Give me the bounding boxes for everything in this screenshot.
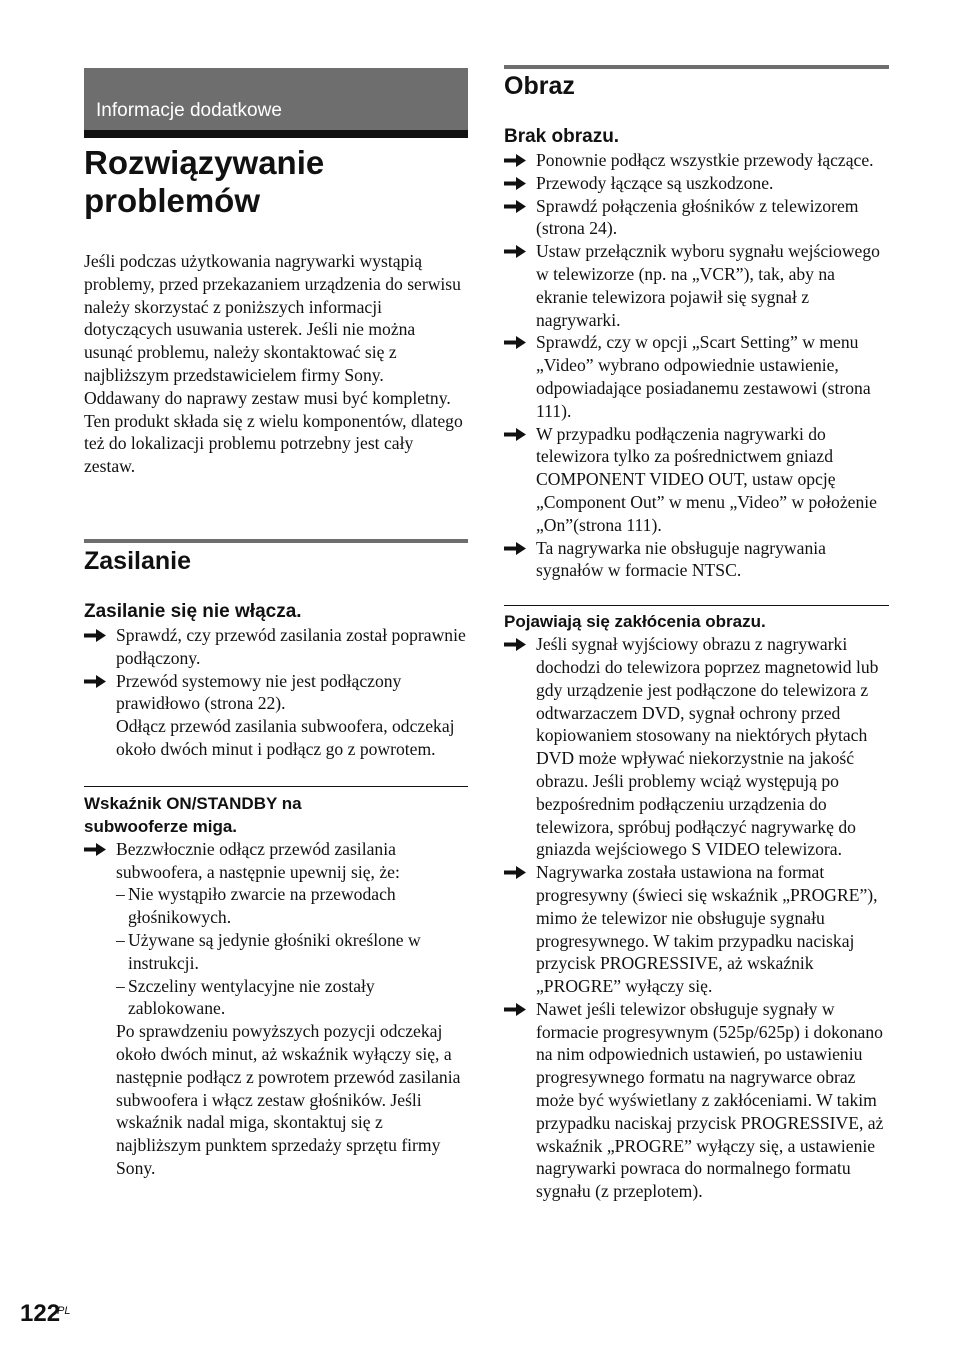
intro [84, 250, 468, 478]
problem-title-line2: subwooferze miga. [84, 816, 238, 836]
bullet-text: Ponownie podłącz wszystkie przewody łączące. [536, 150, 874, 170]
arrow-right-icon [504, 542, 526, 555]
arrow-right-icon [504, 866, 526, 879]
bullet-item [84, 624, 468, 670]
page-title [84, 144, 468, 220]
sub-list [84, 883, 468, 1179]
bullet-item [84, 670, 468, 716]
section-rule [84, 539, 468, 543]
section-rule [504, 65, 889, 69]
bullet-text: Odłącz przewód zasilania subwoofera, odczekaj około dwóch minut i podłącz go z powrotem. [116, 716, 455, 759]
problem-body [84, 624, 468, 761]
problem-body [84, 838, 468, 1180]
section-obraz [504, 65, 889, 1203]
problem-divider [504, 605, 889, 606]
arrow-right-icon [84, 675, 106, 688]
bullet-item [504, 537, 889, 583]
sub-item-text: Nie wystąpiło zwarcie na przewodach głośnikowych. [128, 884, 396, 928]
sub-item [116, 975, 468, 1021]
arrow-right-icon [504, 154, 526, 167]
bullet-continuation: Po sprawdzeniu powyższych pozycji odczekaj około dwóch minut, aż wskaźnik wyłączy się, a następnie podłącz z powrotem przewód zasilania subwoofera i włącz zestaw głośników. Jeśli wskaźnik nadal miga, skontaktuj się z najbliższym punktem sprzedaży sprzętu firmy Sony. [116, 1021, 461, 1178]
bullet-text: Nawet jeśli telewizor obsługuje sygnały w formacie progresywnym (525p/625p) i dokonano na nim odpowiednich ustawień, po ustawieniu progresywnego formatu na nagrywarce obraz może być wyświetlany z zakłóceniami. W takim przypadku naciskaj przycisk PROGRESSIVE, aż wskaźnik „PROGRE” wyłączy się, a ustawienie nagrywarki powraca do normalnego formatu sygnału (z przeplotem). [536, 998, 884, 1202]
arrow-right-icon [504, 245, 526, 258]
arrow-right-icon [504, 638, 526, 651]
page-language-code: PL [57, 1305, 71, 1317]
page-title-line1: Rozwiązywanie [84, 144, 325, 181]
section-zasilanie [84, 539, 468, 1180]
intro-paragraph-3: Ten produkt składa się z wielu komponentów, dlatego też do lokalizacji problemu potrzebny jest cały zestaw. [84, 410, 463, 477]
bullet-item [504, 331, 889, 422]
bullet-item [504, 633, 889, 861]
bullet-item [504, 149, 889, 172]
sub-item [116, 929, 468, 975]
bullet-text: Jeśli sygnał wyjściowy obrazu z nagrywarki dochodzi do telewizora poprzez magnetowid lub gdy urządzenie jest podłączone do telewizora z odtwarzaczem DVD, sygnał ochrony przed kopiowaniem stosowany na niektórych płytach DVD może wpływać niekorzystnie na jakość obrazu. Jeśli problemy wciąż występują po bezpośrednim podłączeniu urządzenia do telewizora, spróbuj podłączyć nagrywarkę do gniazda wejściowego S VIDEO telewizora. [536, 634, 879, 860]
dash-marker: – [116, 929, 125, 950]
sub-item-text: Szczeliny wentylacyjne nie zostały zablokowane. [128, 975, 375, 1019]
bullet-item [504, 998, 889, 1203]
dash-marker: – [116, 975, 125, 996]
bullet-text: W przypadku podłączenia nagrywarki do telewizora tylko za pośrednictwem gniazd COMPONENT VIDEO OUT, ustaw opcję „Component Out” w menu „Video” w położenie „On”(strona 111). [536, 423, 877, 535]
bullet-text: Ta nagrywarka nie obsługuje nagrywania sygnałów w formacie NTSC. [536, 537, 826, 581]
problem-title: Zasilanie się nie włącza. [84, 601, 302, 622]
arrow-right-icon [504, 336, 526, 349]
bullet-item [504, 423, 889, 537]
problem-body [504, 149, 889, 582]
bullet-item [504, 195, 889, 241]
page-title-line2: problemów [84, 182, 261, 219]
section-heading-zasilanie: Zasilanie [84, 547, 191, 575]
bullet-text: Sprawdź, czy w opcji „Scart Setting” w menu „Video” wybrano odpowiednie ustawienie, odpowiadające posiadanemu zestawowi (strona 111). [536, 332, 871, 421]
section-heading-obraz: Obraz [504, 72, 575, 100]
page-number: 122 [20, 1300, 61, 1327]
bullet-text: Nagrywarka została ustawiona na format progresywny (świeci się wskaźnik „PROGRE”), mimo że telewizor nie obsługuje sygnału progresywnego. W takim przypadku naciskaj przycisk PROGRESSIVE, aż wskaźnik „PROGRE” wyłączy się. [536, 862, 878, 997]
bullet-text: Sprawdź, czy przewód zasilania został poprawnie podłączony. [116, 625, 466, 668]
arrow-right-icon [504, 177, 526, 190]
section-label: Informacje dodatkowe [96, 100, 282, 121]
bullet-text: Ustaw przełącznik wyboru sygnału wejściowego w telewizorze (np. na „VCR”), tak, aby na ekranie telewizora pojawił się sygnał z nagrywarki. [536, 241, 880, 330]
bullet-item [84, 838, 468, 884]
section-band-rule [84, 130, 468, 138]
bullet-text: Bezzwłocznie odłącz przewód zasilania subwoofera, a następnie upewnij się, że: [116, 838, 400, 882]
sub-item-text: Używane są jedynie głośniki określone w instrukcji. [128, 929, 421, 973]
arrow-right-icon [504, 200, 526, 213]
sub-item [116, 883, 468, 929]
dash-marker: – [116, 884, 125, 905]
bullet-item [504, 240, 889, 331]
bullet-item [504, 861, 889, 998]
intro-paragraph-2: Oddawany do naprawy zestaw musi być kompletny. [84, 387, 451, 408]
problem-title-line1: Wskaźnik ON/STANDBY na [84, 793, 302, 813]
bullet-item [504, 172, 889, 195]
problem-title [84, 792, 468, 838]
arrow-right-icon [84, 843, 106, 856]
intro-paragraph-1: Jeśli podczas użytkowania nagrywarki wystąpią problemy, przed przekazaniem urządzenia do serwisu należy skorzystać z poniższych informacji dotyczących usuwania usterek. Jeśli nie można usunąć problemu, należy skontaktować się z najbliższym przedstawicielem firmy Sony. [84, 251, 461, 385]
problem-divider [84, 786, 468, 787]
problem-body [504, 633, 889, 1203]
bullet-text: Przewód systemowy nie jest podłączony prawidłowo (strona 22). [116, 670, 402, 714]
arrow-right-icon [504, 1003, 526, 1016]
arrow-right-icon [84, 629, 106, 642]
bullet-text: Sprawdź połączenia głośników z telewizorem (strona 24). [536, 195, 859, 239]
bullet-continuation [84, 715, 468, 761]
arrow-right-icon [504, 428, 526, 441]
bullet-text: Przewody łączące są uszkodzone. [536, 172, 774, 193]
problem-title: Pojawiają się zakłócenia obrazu. [504, 612, 766, 632]
problem-title: Brak obrazu. [504, 126, 620, 147]
